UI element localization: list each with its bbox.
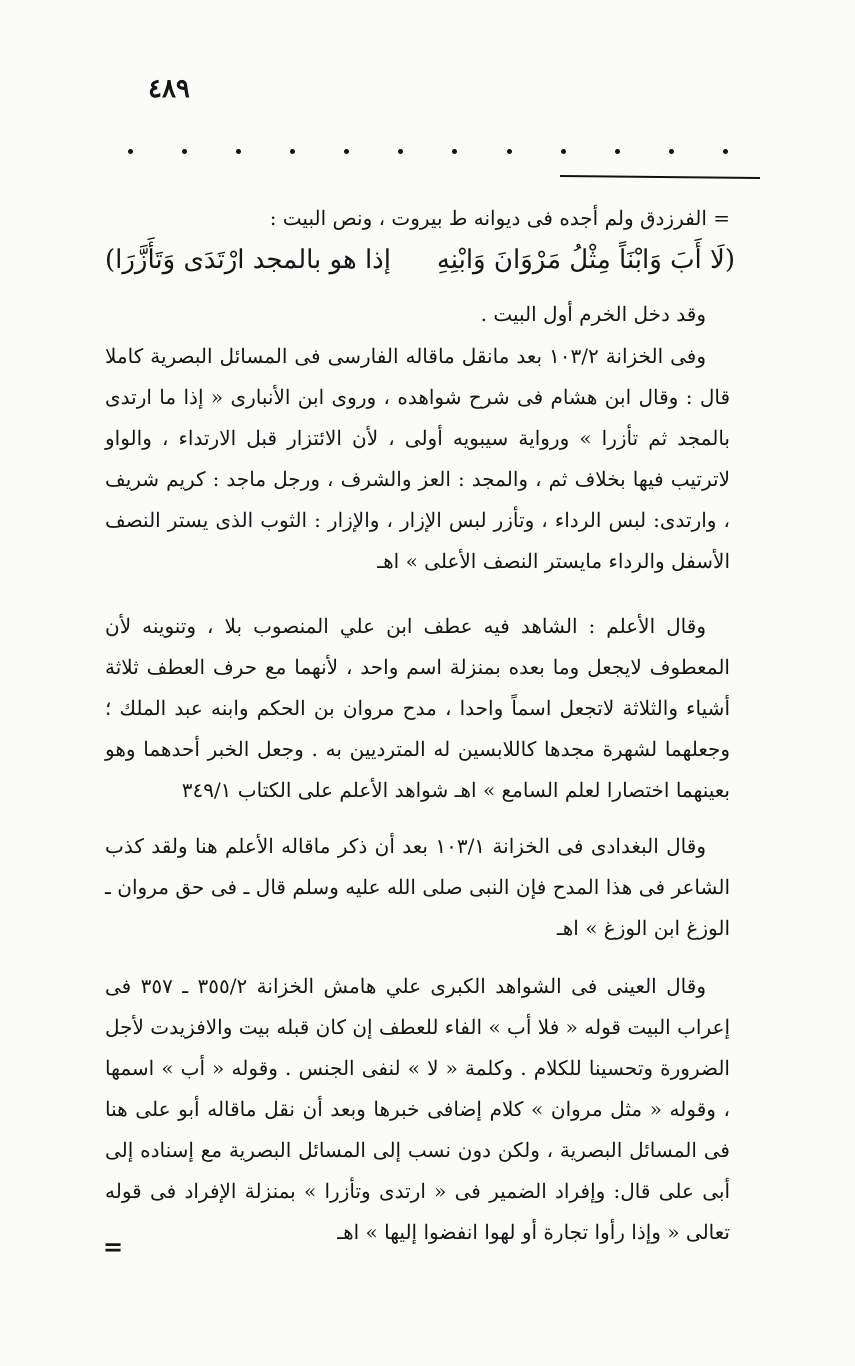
page-number: ٤٨٩ <box>148 74 190 104</box>
footnote-separator <box>560 175 760 179</box>
after-verse-note: وقد دخل الخرم أول البيت . <box>480 302 706 326</box>
ornament-dot <box>128 149 133 154</box>
ornament-dot <box>669 149 674 154</box>
ornament-dot <box>452 149 457 154</box>
ornament-dot <box>290 149 295 154</box>
ornament-dot <box>182 149 187 154</box>
paragraph-baghdadi: وقال البغدادى فى الخزانة ١٠٣/١ بعد أن ذكر ماقاله الأعلم هنا ولقد كذب الشاعر فى هذا المدح فإن النبى صلى الله عليه وسلم قال ـ فى حق مروان ـ الوزغ ابن الوزغ » اهـ <box>105 834 730 940</box>
verse-first-hemistich: (لَا أَبَ وَابْنَاً مِثْلُ مَرْوَانَ وَابْنِهِ <box>436 245 735 275</box>
ornament-dot <box>236 149 241 154</box>
ornament-dot <box>507 149 512 154</box>
poem-verse <box>105 242 735 278</box>
paragraph-ayni: وقال العينى فى الشواهد الكبرى علي هامش الخزانة ٣٥٥/٢ ـ ٣٥٧ فى إعراب البيت قوله « فلا أب » الفاء للعطف إن كان قبله بيت والافزيدت لأجل الضرورة وتحسينا للكلام . وكلمة « لا » لنفى الجنس . وقوله « أب » اسمها ، وقوله « مثل مروان » كلام إضافى خبرها وبعد أن نقل ماقاله أبو على هنا فى المسائل البصرية ، ولكن دون نسب إلى المسائل البصرية مع إسناده إلى أبى على قال: وإفراد الضمير فى « ارتدى وتأزرا » بمنزلة الإفراد فى قوله تعالى « وإذا رأوا تجارة أو لهوا انفضوا إليها » اهـ <box>105 974 730 1244</box>
ornament-dot <box>344 149 349 154</box>
paragraph-alam: وقال الأعلم : الشاهد فيه عطف ابن علي المنصوب بلا ، وتنوينه لأن المعطوف لايجعل وما بعده بمنزلة اسم واحد ، لأنهما مع حرف العطف ثلاثة أشياء والثلاثة لاتجعل اسماً واحدا ، مدح مروان بن الحكم وابنه عبد الملك ؛ وجعلهما لشهرة مجدها كاللابسين له المترديين به . وجعل الخبر أحدهما وهو بعينهما اختصارا لعلم السامع » اهـ شواهد الأعلم على الكتاب ٣٤٩/١ <box>105 614 731 802</box>
ornament-dot <box>723 149 728 154</box>
paragraph-khizana: وفى الخزانة ١٠٣/٢ بعد مانقل ماقاله الفارسى فى المسائل البصرية كاملا قال : وقال ابن هشام فى شرح شواهده ، وروى ابن الأنبارى « إذا ما ارتدى بالمجد ثم تأزرا » ورواية سيبويه أولى ، لأن الائتزار قبل الارتداء ، والواو لاترتيب فيها بخلاف ثم ، والمجد : العز والشرف ، ورجل ماجد : كريم شريف ، وارتدى: لبس الرداء ، وتأزر لبس الإزار ، والإزار : الثوب الذى يستر النصف الأسفل والرداء مايستر النصف الأعلى » اهـ <box>105 344 730 573</box>
verse-second-hemistich: إذا هو بالمجد ارْتَدَى وَتَأَزَّرَا) <box>105 245 391 275</box>
ornament-dot <box>398 149 403 154</box>
intro-line: = الفرزدق ولم أجده فى ديوانه ط بيروت ، ونص البيت : <box>269 206 730 230</box>
ornament-dot <box>615 149 620 154</box>
continuation-mark: = <box>103 1232 124 1261</box>
ornament-dot <box>561 149 566 154</box>
ornamental-dot-rule <box>128 141 728 161</box>
